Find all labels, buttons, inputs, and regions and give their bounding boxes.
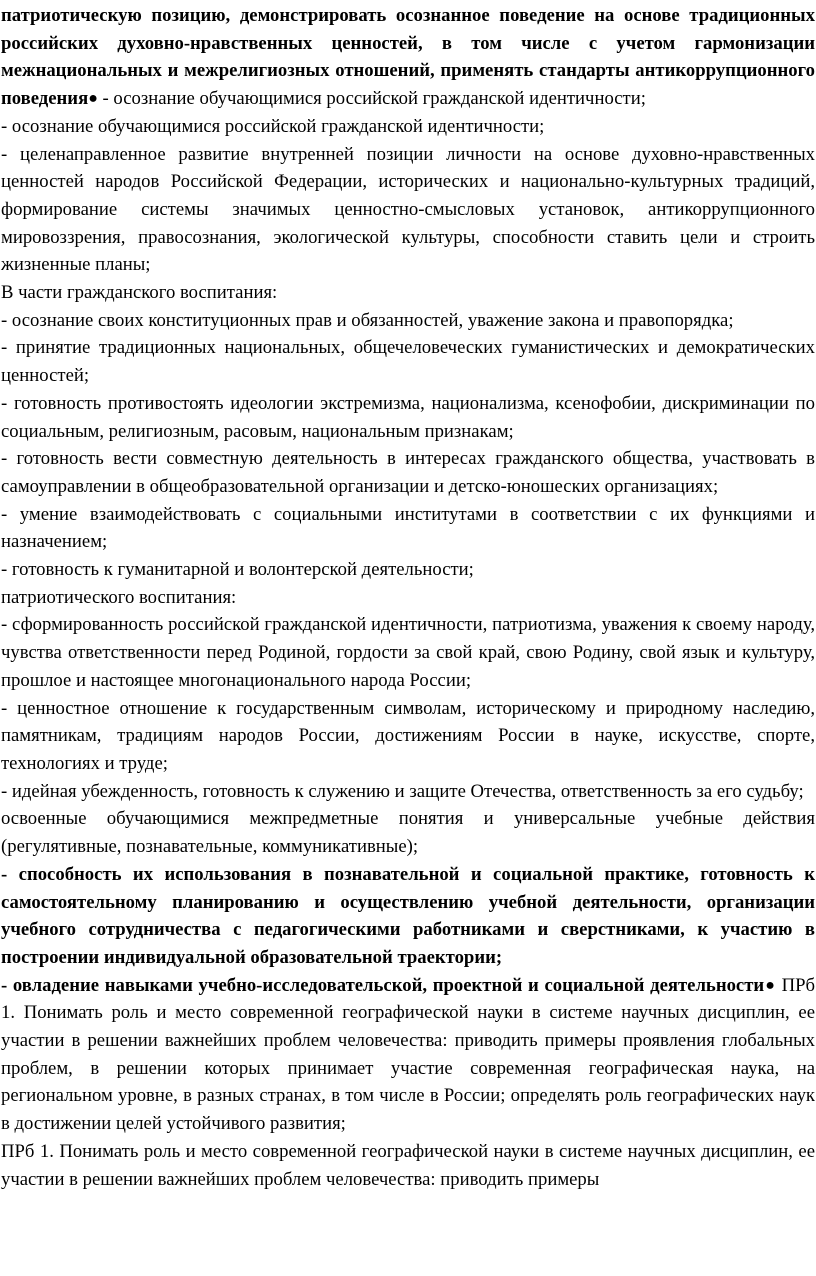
paragraph-ability-to-use: - способность их использования в познавательной и социальной практике, готовность к самостоятельному планированию и осуществлению учебной деятельности, организации учебного сотрудничества с педагогическими работниками и сверстниками, к участию в построении индивидуальной образовательной траектории;: [1, 863, 815, 968]
paragraph-text: ПРб 1. Понимать роль и место современной географической науки в системе научных дисциплин, ее участии в решении важнейших проблем человечества: приводить примеры проявления глобальных проблем, в решении которых принимает участие современная географическая наука, на региональном уровне, в разных странах, в том числе в России; определять роль географических наук в достижении целей устойчивого развития;: [1, 974, 815, 1135]
paragraph-volunteer: - готовность к гуманитарной и волонтерской деятельности;: [1, 559, 474, 581]
paragraph-ideological-conviction: - идейная убежденность, готовность к служению и защите Отечества, ответственность за его судьбу;: [1, 780, 804, 802]
paragraph-social-institutions: - умение взаимодействовать с социальными институтами в соответствии с их функциями и назначением;: [1, 503, 815, 553]
bullet-icon: ●: [88, 90, 98, 108]
paragraph-purposeful-development: - целенаправленное развитие внутренней позиции личности на основе духовно-нравственных ценностей народов Российской Федерации, исторических и национально-культурных традиций, формирование системы значимых ценностно-смысловых установок, антикоррупционного мировоззрения, правосознания, экологической культуры, способности ставить цели и строить жизненные планы;: [1, 143, 815, 276]
paragraph-civic-identity: - осознание обучающимися российской гражданской идентичности;: [1, 115, 545, 137]
bold-text: - овладение навыками учебно-исследовательской, проектной и социальной деятельности: [1, 974, 765, 996]
paragraph-constitutional-rights: - осознание своих конституционных прав и обязанностей, уважение закона и правопорядка;: [1, 309, 734, 331]
paragraph-state-symbols: - ценностное отношение к государственным символам, историческому и природному наследию, памятникам, традициям народов России, достижениям России в науке, искусстве, спорте, технологиях и труде;: [1, 697, 815, 774]
paragraph-prb1-repeat: ПРб 1. Понимать роль и место современной географической науки в системе научных дисциплин, ее участии в решении важнейших проблем человечества: приводить примеры: [1, 1140, 815, 1190]
paragraph-formed-identity: - сформированность российской гражданской идентичности, патриотизма, уважения к своему народу, чувства ответственности перед Родиной, гордости за свой край, свою Родину, свой язык и культуру, прошлое и настоящее многонационального народа России;: [1, 614, 815, 691]
paragraph-patriotic-position: [1, 2, 815, 113]
bold-text: патриотическую позицию, демонстрировать осознанное поведение на основе традиционных российских духовно-нравственных ценностей, в том числе с учетом гармонизации межнациональных и межрелигиозных отношений, применять стандарты антикоррупционного поведения: [1, 5, 815, 110]
bullet-icon: ●: [764, 976, 776, 994]
paragraph-research-skills: [1, 972, 815, 1138]
paragraph-text: - осознание обучающимися российской гражданской идентичности;: [97, 88, 646, 110]
paragraph-traditional-values: - принятие традиционных национальных, общечеловеческих гуманистических и демократических ценностей;: [1, 337, 815, 387]
paragraph-patriotic-education-heading: патриотического воспитания:: [1, 586, 237, 608]
paragraph-joint-activity: - готовность вести совместную деятельность в интересах гражданского общества, участвовать в самоуправлении в общеобразовательной организации и детско-юношеских организациях;: [1, 448, 815, 497]
paragraph-counter-extremism: - готовность противостоять идеологии экстремизма, национализма, ксенофобии, дискриминации по социальным, религиозным, расовым, национальным признакам;: [1, 392, 815, 442]
paragraph-civic-education-heading: В части гражданского воспитания:: [1, 282, 278, 304]
paragraph-interdisciplinary-concepts: освоенные обучающимися межпредметные понятия и универсальные учебные действия (регулятивные, познавательные, коммуникативные);: [1, 808, 815, 858]
